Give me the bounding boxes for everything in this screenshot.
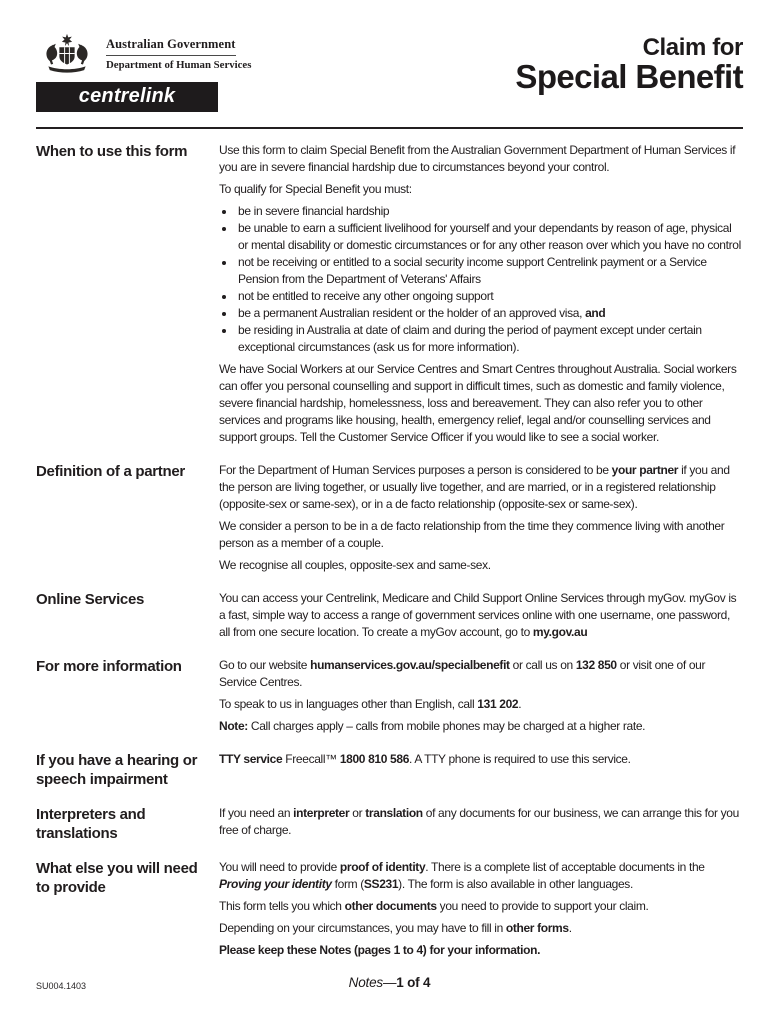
section-heading: If you have a hearing or speech impairment — [36, 752, 198, 788]
coat-of-arms-icon — [36, 31, 98, 75]
page-number-label — [349, 975, 431, 990]
gov-line-1: Australian Government — [106, 37, 236, 51]
bullet-item — [236, 220, 743, 254]
text-run: my.gov.au — [532, 625, 588, 639]
sections-container — [36, 142, 743, 959]
bullet-item — [236, 305, 743, 322]
gov-line-2: Department of Human Services — [106, 59, 252, 71]
centrelink-logo-text: centrelink — [78, 84, 176, 107]
text-run: This form tells you which — [219, 899, 345, 913]
text-run: Note: — [219, 719, 248, 733]
paragraph — [219, 942, 743, 959]
text-run: be a permanent Australian resident or the holder of an approved visa, — [238, 306, 586, 320]
text-run: proof of identity — [339, 860, 426, 874]
paragraph — [219, 462, 743, 513]
paragraph — [219, 805, 743, 839]
page-header — [36, 33, 743, 112]
text-run: other documents — [344, 899, 437, 913]
text-run: Notes — [348, 975, 383, 990]
text-run: To speak to us in languages other than English, call — [219, 697, 478, 711]
text-run: Use this form to claim Special Benefit from the Australian Government Department of Human Services if you are in severe financial hardship due to circumstances beyond your control. — [219, 143, 736, 174]
header-rule — [36, 127, 743, 129]
section-heading: Definition of a partner — [36, 463, 185, 480]
text-run: For the Department of Human Services purposes a person is considered to be — [219, 463, 612, 477]
text-run: of any documents for our business, we can arrange this for you free of charge. — [219, 806, 739, 837]
section-hearing-or-speech-impairment — [36, 751, 743, 789]
gov-divider — [106, 55, 236, 56]
text-run: We recognise all couples, opposite-sex and same-sex. — [219, 558, 491, 572]
text-run: if you and the person are living together, or usually live together, and are married, or in a registered relationship (opposite-sex or same-sex), or in a de facto relationship (opposite-sex or same-sex). — [219, 463, 730, 511]
text-run: SS231 — [363, 877, 399, 891]
paragraph — [219, 557, 743, 574]
text-run: you need to provide to support your claim. — [436, 899, 649, 913]
centrelink-logo — [36, 82, 218, 112]
text-run: ). The form is also available in other languages. — [398, 877, 633, 891]
paragraph — [219, 920, 743, 937]
section-when-to-use-this-form — [36, 142, 743, 446]
bullet-item — [236, 288, 743, 305]
text-run: Call charges apply – calls from mobile phones may be charged at a higher rate. — [247, 719, 646, 733]
section-interpreters-and-translations — [36, 805, 743, 843]
text-run: Please keep these Notes (pages 1 to 4) for your information. — [219, 943, 541, 957]
text-run: Freecall™ — [282, 752, 340, 766]
text-run: 1 of 4 — [396, 975, 431, 990]
text-run: or visit one of our Service Centres. — [219, 658, 706, 689]
text-run: 132 850 — [575, 658, 617, 672]
text-run: 131 202 — [477, 697, 519, 711]
text-run: be residing in Australia at date of claim and during the period of payment except under certain exceptional circumstances (ask us for more information). — [238, 323, 702, 354]
section-body — [219, 657, 743, 735]
text-run: be unable to earn a sufficient livelihood for yourself and your dependants by reason of age, physical or mental disability or domestic circumstances or for any other reason over which you have no control — [238, 221, 741, 252]
text-run: We consider a person to be in a de facto relationship from the time they commence living with another person as a member of a couple. — [219, 519, 725, 550]
section-body — [219, 751, 743, 789]
text-run: . There is a complete list of acceptable documents in the — [425, 860, 705, 874]
text-run: You will need to provide — [219, 860, 340, 874]
bullet-list — [219, 203, 743, 356]
government-wordmark — [106, 37, 251, 71]
text-run: not be receiving or entitled to a social security income support Centrelink payment or a Service Pension from the Department of Veterans' Affairs — [238, 255, 707, 286]
bullet-item — [236, 203, 743, 220]
text-run: TTY service — [219, 752, 283, 766]
text-run: . — [568, 921, 572, 935]
text-run: Go to our website — [219, 658, 311, 672]
section-what-else-you-will-need-to-provide — [36, 859, 743, 959]
page-footer — [36, 975, 743, 995]
paragraph — [219, 142, 743, 176]
text-run: and — [585, 306, 606, 320]
text-run: be in severe financial hardship — [238, 204, 390, 218]
paragraph — [219, 181, 743, 198]
section-heading: What else you will need to provide — [36, 860, 198, 896]
text-run: interpreter — [293, 806, 350, 820]
text-run: You can access your Centrelink, Medicare and Child Support Online Services through myGov. myGov is a fast, simple way to access a range of government services online with one username, one password, all from one secure location. To create a myGov account, go to — [219, 591, 737, 639]
paragraph — [219, 718, 743, 735]
form-code: SU004.1403 — [36, 981, 87, 991]
text-run: . — [518, 697, 522, 711]
text-run: or — [349, 806, 366, 820]
form-title — [515, 33, 743, 95]
section-body — [219, 805, 743, 843]
paragraph — [219, 590, 743, 641]
section-body — [219, 142, 743, 446]
section-body — [219, 462, 743, 574]
text-run: Proving your identity — [219, 877, 332, 891]
text-run: translation — [365, 806, 423, 820]
form-title-line-1: Claim for — [642, 34, 743, 61]
section-for-more-information — [36, 657, 743, 735]
section-heading: Online Services — [36, 591, 145, 608]
paragraph — [219, 696, 743, 713]
text-run: other forms — [505, 921, 569, 935]
section-body — [219, 590, 743, 641]
text-run: . A TTY phone is required to use this service. — [409, 752, 631, 766]
paragraph — [219, 657, 743, 691]
bullet-item — [236, 254, 743, 288]
text-run: If you need an — [219, 806, 294, 820]
text-run: your partner — [611, 463, 679, 477]
text-run: — — [382, 975, 397, 990]
text-run: To qualify for Special Benefit you must: — [219, 182, 412, 196]
text-run: not be entitled to receive any other ongoing support — [238, 289, 494, 303]
bullet-item — [236, 322, 743, 356]
paragraph — [219, 898, 743, 915]
section-body — [219, 859, 743, 959]
text-run: or call us on — [509, 658, 576, 672]
text-run: 1800 810 586 — [339, 752, 410, 766]
section-heading: For more information — [36, 658, 182, 675]
section-definition-of-a-partner — [36, 462, 743, 574]
paragraph — [219, 751, 743, 768]
header-left — [36, 33, 251, 112]
section-online-services — [36, 590, 743, 641]
text-run: Depending on your circumstances, you may have to fill in — [219, 921, 506, 935]
text-run: form ( — [331, 877, 364, 891]
form-title-line-2: Special Benefit — [515, 58, 743, 96]
text-run: humanservices.gov.au/specialbenefit — [310, 658, 510, 672]
text-run: We have Social Workers at our Service Centres and Smart Centres throughout Australia. Social workers can offer you personal counselling and support in difficult times, such as domestic and family violence, severe financial hardship, homelessness, loss and bereavement. They can also refer you to other services and programs like housing, health, emergency relief, legal and/or counselling services and support groups. Tell the Customer Service Officer if you would like to see a social worker. — [219, 362, 737, 444]
paragraph — [219, 361, 743, 446]
government-brand — [36, 33, 251, 75]
paragraph — [219, 859, 743, 893]
section-heading: When to use this form — [36, 143, 188, 160]
paragraph — [219, 518, 743, 552]
section-heading: Interpreters and translations — [36, 806, 146, 842]
